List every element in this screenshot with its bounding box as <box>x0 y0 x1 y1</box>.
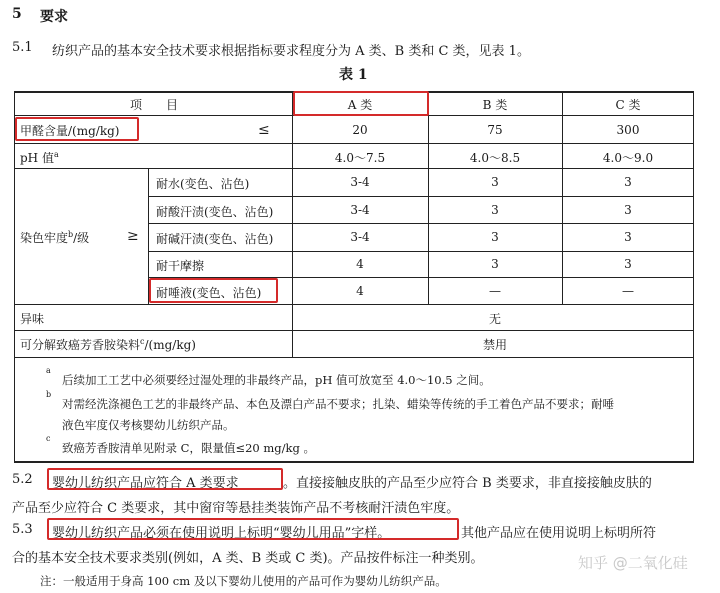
table-caption: 表 1 <box>339 67 368 83</box>
clause-5-2-text-1: 。直接接触皮肤的产品至少应符合 B 类要求，非直接接触皮肤的 <box>283 476 652 491</box>
clause-5-1-number: 5.1 <box>12 40 33 55</box>
watermark: 知乎 @二氧化硅 <box>578 554 688 572</box>
highlight-box-clause-5-2 <box>47 468 283 490</box>
note-b-mark: b <box>46 390 52 399</box>
fastness-alkali-b: 3 <box>491 230 499 244</box>
fastness-label: 染色牢度$^b$/级 <box>20 230 90 245</box>
clause-5-2-text-2: 产品至少应符合 C 类要求，其中窗帘等悬挂类装饰产品不考核耐汗渍色牢度。 <box>12 501 460 516</box>
highlight-box-class-a <box>293 91 429 116</box>
fastness-dry-rub-c: 3 <box>624 257 632 271</box>
fastness-acid-label: 耐酸汗渍(变色、沾色) <box>156 205 274 219</box>
fastness-dry-rub-a: 4 <box>356 257 364 271</box>
table-rule <box>14 143 694 144</box>
fastness-saliva-b: — <box>489 284 501 298</box>
table-bottom-border <box>14 461 694 463</box>
fastness-dry-rub-label: 耐干摩擦 <box>156 259 205 273</box>
note-a-mark: a <box>46 366 51 375</box>
table-rule <box>148 196 694 197</box>
table-col-rule <box>292 91 293 357</box>
fastness-saliva-a: 4 <box>356 284 364 298</box>
table-rule <box>148 251 694 252</box>
highlight-box-formaldehyde <box>15 117 139 141</box>
clause-5-2-highlight: 婴幼儿纺织产品应符合 A 类要求 <box>52 476 239 491</box>
table-right-border <box>693 91 694 463</box>
footnote: 注：一般适用于身高 100 cm 及以下婴幼儿使用的产品可作为婴幼儿纺织产品。 <box>40 574 447 588</box>
table-rule <box>14 168 694 169</box>
highlight-box-clause-5-3 <box>47 518 459 540</box>
header-item: 项 目 <box>129 98 179 112</box>
ph-b: 4.0～8.5 <box>469 151 521 165</box>
ph-a: 4.0～7.5 <box>334 151 386 165</box>
section-number: 5 <box>12 6 22 22</box>
fastness-water-c: 3 <box>624 175 632 189</box>
note-b-line2: 液色牢度仅考核婴幼儿纺织产品。 <box>62 418 235 432</box>
clause-5-3-text-2: 合的基本安全技术要求类别(例如，A 类、B 类或 C 类)。产品按件标注一种类别。 <box>12 551 484 566</box>
clause-5-3-highlight: 婴幼儿纺织产品必须在使用说明上标明“婴幼儿用品”字样。 <box>52 526 391 541</box>
ph-label: pH 值$^a$ <box>20 150 59 165</box>
fastness-saliva-c: — <box>622 284 634 298</box>
table-left-border <box>14 91 15 463</box>
table-rule <box>14 357 694 358</box>
note-a: 后续加工工艺中必须要经过湿处理的非最终产品，pH 值可放宽至 4.0～10.5 之间。 <box>62 373 491 387</box>
odor-value: 无 <box>488 312 502 326</box>
fastness-alkali-label: 耐碱汗渍(变色、沾色) <box>156 232 274 246</box>
table-col-rule <box>562 91 563 304</box>
fastness-acid-b: 3 <box>491 203 499 217</box>
formaldehyde-a: 20 <box>352 123 368 137</box>
fastness-acid-c: 3 <box>624 203 632 217</box>
fastness-dry-rub-b: 3 <box>491 257 499 271</box>
note-c: 致癌芳香胺清单见附录 C，限量值≤20 mg/kg 。 <box>62 441 316 455</box>
fastness-alkali-c: 3 <box>624 230 632 244</box>
ph-c: 4.0～9.0 <box>602 151 654 165</box>
fastness-alkali-a: 3-4 <box>350 230 370 244</box>
fastness-acid-a: 3-4 <box>350 203 370 217</box>
note-c-mark: c <box>46 434 51 443</box>
fastness-saliva-label: 耐唾液(变色、沾色) <box>156 286 262 300</box>
clause-5-1-text: 纺织产品的基本安全技术要求根据指标要求程度分为 A 类、B 类和 C 类，见表 1。 <box>52 44 530 59</box>
amine-value: 禁用 <box>482 338 508 352</box>
table-rule <box>148 223 694 224</box>
formaldehyde-c: 300 <box>616 123 640 137</box>
formaldehyde-operator: ≤ <box>258 122 270 138</box>
fastness-water-a: 3-4 <box>350 175 370 189</box>
table-rule <box>14 304 694 305</box>
section-title: 要求 <box>40 9 68 25</box>
formaldehyde-label: 甲醛含量/(mg/kg) <box>20 124 120 138</box>
clause-5-3-text-1: 其他产品应在使用说明上标明所符 <box>461 526 657 541</box>
table-col-rule <box>428 91 429 304</box>
note-b-line1: 对需经洗涤褪色工艺的非最终产品、本色及漂白产品不要求；扎染、蜡染等传统的手工着色产品不要求；耐唾 <box>62 397 614 411</box>
clause-5-3-number: 5.3 <box>12 522 33 537</box>
fastness-water-b: 3 <box>491 175 499 189</box>
header-class-a: A 类 <box>347 98 373 112</box>
header-class-b: B 类 <box>482 98 508 112</box>
amine-label: 可分解致癌芳香胺染料$^c$/(mg/kg) <box>20 337 196 352</box>
odor-label: 异味 <box>20 312 45 326</box>
header-class-c: C 类 <box>615 98 641 112</box>
formaldehyde-b: 75 <box>487 123 503 137</box>
highlight-box-saliva <box>149 278 278 303</box>
fastness-operator: ≥ <box>127 228 139 244</box>
fastness-water-label: 耐水(变色、沾色) <box>156 177 250 191</box>
clause-5-2-number: 5.2 <box>12 472 33 487</box>
table-rule <box>14 330 694 331</box>
